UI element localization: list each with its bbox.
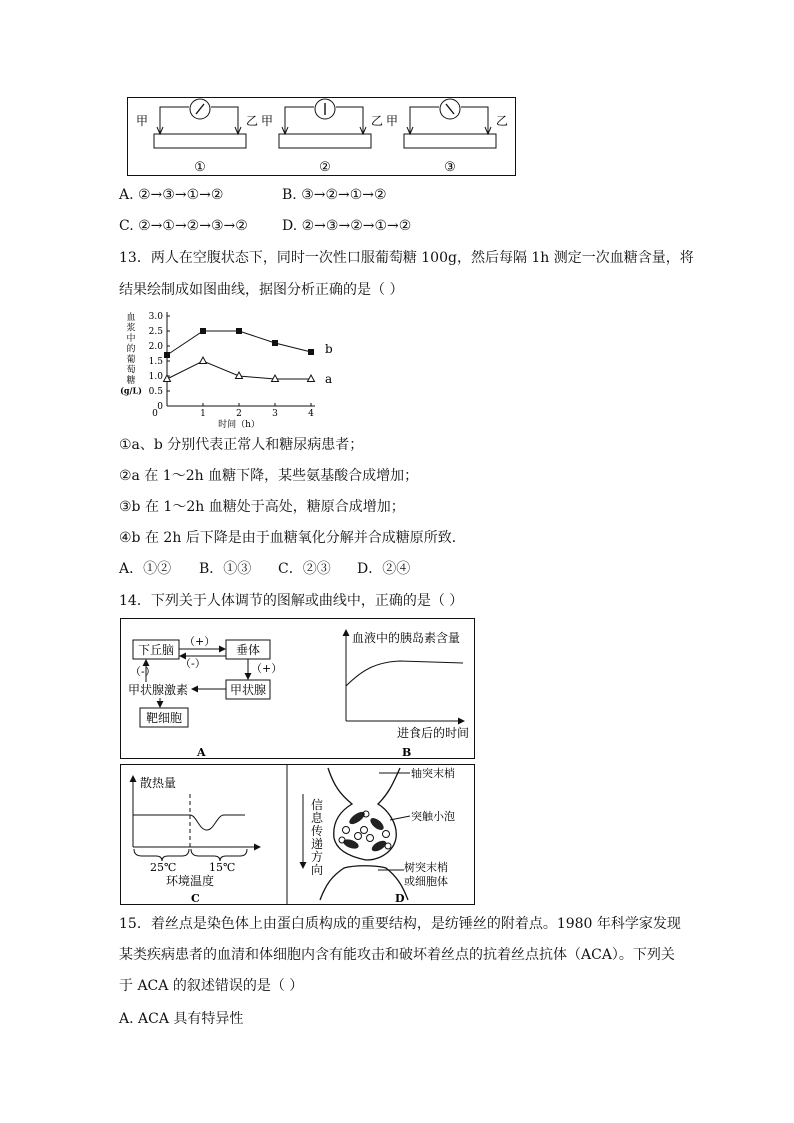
q15-stem-line1: 15．着丝点是染色体上由蛋白质构成的重要结构，是纺锤丝的附着点。1980 年科学家发现 bbox=[119, 916, 681, 932]
x-tick-label: 4 bbox=[308, 409, 314, 419]
svg-text:递: 递 bbox=[311, 837, 324, 851]
svg-text:乙: 乙 bbox=[371, 114, 384, 128]
galvanometer-panel-2 bbox=[261, 99, 383, 175]
galvanometer-panel-3 bbox=[386, 99, 508, 175]
signal-direction-label bbox=[311, 797, 324, 877]
q13-option-b: B．①③ bbox=[199, 561, 252, 577]
series-a-point bbox=[308, 375, 315, 382]
q13-option-c: C．②③ bbox=[278, 561, 331, 577]
hypothalamus-box bbox=[133, 640, 179, 659]
thyroxine-label: 甲状腺激素 bbox=[128, 683, 189, 697]
y-tick-label: 1.5 bbox=[148, 357, 163, 367]
panel-c-xlabel: 环境温度 bbox=[166, 874, 215, 888]
dendrite-label-2: 或细胞体 bbox=[404, 875, 448, 888]
y-axis-label-char: 葡 bbox=[126, 355, 136, 365]
q14-panels-ab bbox=[120, 618, 476, 760]
q13-stem-line2: 结果绘制成如图曲线，据图分析正确的是（ ） bbox=[119, 282, 404, 298]
svg-text:传: 传 bbox=[311, 824, 324, 838]
series-b-label: b bbox=[325, 342, 333, 356]
series-b-point bbox=[272, 340, 278, 346]
y-tick-label: 2.0 bbox=[148, 342, 163, 352]
panel-c-tag: C bbox=[191, 892, 200, 905]
q13-statement-4: ④b 在 2h 后下降是由于血糖氧化分解并合成糖原所致． bbox=[119, 530, 466, 546]
q13-stem-line1: 13．两人在空腹状态下，同时一次性口服葡萄糖 100g，然后每隔 1h 测定一次血糖含量，将 bbox=[119, 250, 694, 266]
y-tick-label: 0 bbox=[157, 402, 163, 412]
negative-sign-2: （-） bbox=[130, 665, 156, 678]
q12-option-d: D. ②→③→②→①→② bbox=[282, 218, 412, 234]
panel-b-ylabel: 血液中的胰岛素含量 bbox=[352, 631, 461, 645]
pituitary-box bbox=[226, 640, 270, 659]
y-axis-label-char: 萄 bbox=[126, 365, 136, 376]
y-tick-label: 3.0 bbox=[148, 312, 163, 322]
q12-option-a: A. ②→③→①→② bbox=[119, 187, 224, 203]
svg-text:信: 信 bbox=[311, 798, 324, 812]
temp-15: 15℃ bbox=[209, 861, 236, 874]
q13-option-d: D．②④ bbox=[357, 561, 411, 577]
q13-blood-glucose-chart bbox=[117, 308, 347, 430]
y-tick-label: 1.0 bbox=[148, 372, 163, 382]
svg-text:息: 息 bbox=[311, 811, 324, 825]
panel-a-tag: A bbox=[197, 746, 206, 759]
svg-text:③: ③ bbox=[444, 160, 456, 175]
panel-c-ylabel: 散热量 bbox=[140, 776, 177, 790]
y-tick-label: 2.5 bbox=[148, 327, 163, 337]
q15-stem-line3: 于 ACA 的叙述错误的是（ ） bbox=[119, 978, 304, 994]
svg-text:甲状腺: 甲状腺 bbox=[229, 683, 267, 697]
panel-b-xlabel: 进食后的时间 bbox=[397, 726, 470, 740]
positive-sign-2: （+） bbox=[251, 662, 283, 675]
y-axis-label-char: 中 bbox=[126, 334, 136, 344]
galvanometer-panel-1 bbox=[136, 99, 258, 175]
series-a-point bbox=[200, 357, 207, 364]
q15-option-a: A. ACA 具有特异性 bbox=[119, 1011, 244, 1027]
q15-stem-line2: 某类疾病患者的血清和体细胞内含有能攻击和破坏着丝点的抗着丝点抗体（ACA）。下列关 bbox=[119, 947, 675, 963]
y-axis-label-char: 的 bbox=[126, 344, 136, 355]
y-axis-label-char: 糖 bbox=[126, 376, 136, 386]
svg-text:方: 方 bbox=[311, 850, 324, 864]
svg-text:甲: 甲 bbox=[261, 114, 274, 128]
y-axis-label-char: 浆 bbox=[126, 323, 136, 334]
x-tick-label: 2 bbox=[236, 409, 242, 419]
series-b-point bbox=[236, 328, 242, 334]
svg-text:乙: 乙 bbox=[496, 114, 509, 128]
panel-b-tag: B bbox=[402, 746, 412, 759]
q12-option-c: C. ②→①→②→③→② bbox=[119, 218, 248, 234]
negative-sign-1: （-） bbox=[180, 657, 206, 670]
q13-option-a: A．①② bbox=[119, 561, 172, 577]
y-axis-label-char: 血 bbox=[126, 313, 136, 323]
svg-text:甲: 甲 bbox=[136, 114, 149, 128]
svg-text:下丘脑: 下丘脑 bbox=[137, 643, 175, 657]
svg-text:乙: 乙 bbox=[246, 114, 259, 128]
heat-dissipation-curve bbox=[133, 815, 245, 830]
q14-panels-cd bbox=[120, 764, 476, 906]
series-b-point bbox=[308, 349, 314, 355]
positive-sign-1: （+） bbox=[184, 635, 216, 648]
axon-terminal-label: 轴突末梢 bbox=[411, 767, 455, 780]
dendrite-label-1: 树突末梢 bbox=[404, 861, 448, 874]
series-b-line bbox=[167, 331, 311, 355]
q14-stem: 14．下列关于人体调节的图解或曲线中，正确的是（ ） bbox=[119, 593, 464, 609]
q13-statement-3: ③b 在 1～2h 血糖处于高处，糖原合成增加； bbox=[119, 499, 405, 515]
y-tick-label: 0.5 bbox=[148, 387, 163, 397]
svg-text:垂体: 垂体 bbox=[235, 643, 261, 657]
series-b-point bbox=[200, 328, 206, 334]
q12-option-b: B. ③→②→①→② bbox=[282, 187, 387, 203]
x-tick-label: 3 bbox=[272, 409, 278, 419]
synapse-diagram bbox=[320, 768, 408, 900]
x-axis-label: 时间（h） bbox=[218, 420, 260, 430]
svg-text:②: ② bbox=[319, 160, 331, 175]
temp-25: 25℃ bbox=[150, 861, 177, 874]
series-b-point bbox=[164, 352, 170, 358]
svg-text:①: ① bbox=[194, 160, 206, 175]
svg-text:向: 向 bbox=[311, 863, 324, 877]
series-a-point bbox=[272, 375, 279, 382]
thyroid-box bbox=[226, 680, 270, 699]
svg-text:靶细胞: 靶细胞 bbox=[145, 711, 183, 725]
q13-statement-1: ①a、b 分别代表正常人和糖尿病患者； bbox=[119, 437, 364, 453]
series-a-label: a bbox=[325, 372, 333, 386]
svg-text:甲: 甲 bbox=[386, 114, 399, 128]
q12-galvanometer-figure bbox=[127, 97, 517, 177]
target-cell-box bbox=[140, 708, 188, 727]
q13-statement-2: ②a 在 1～2h 血糖下降，某些氨基酸合成增加； bbox=[119, 468, 419, 484]
x-tick-label: 1 bbox=[200, 409, 206, 419]
panel-d-tag: D bbox=[395, 892, 405, 905]
x-tick-label: 0 bbox=[152, 409, 158, 419]
synaptic-vesicle-label: 突触小泡 bbox=[411, 810, 455, 823]
insulin-curve bbox=[346, 661, 463, 686]
y-axis-label-unit: (g/L) bbox=[120, 385, 142, 396]
